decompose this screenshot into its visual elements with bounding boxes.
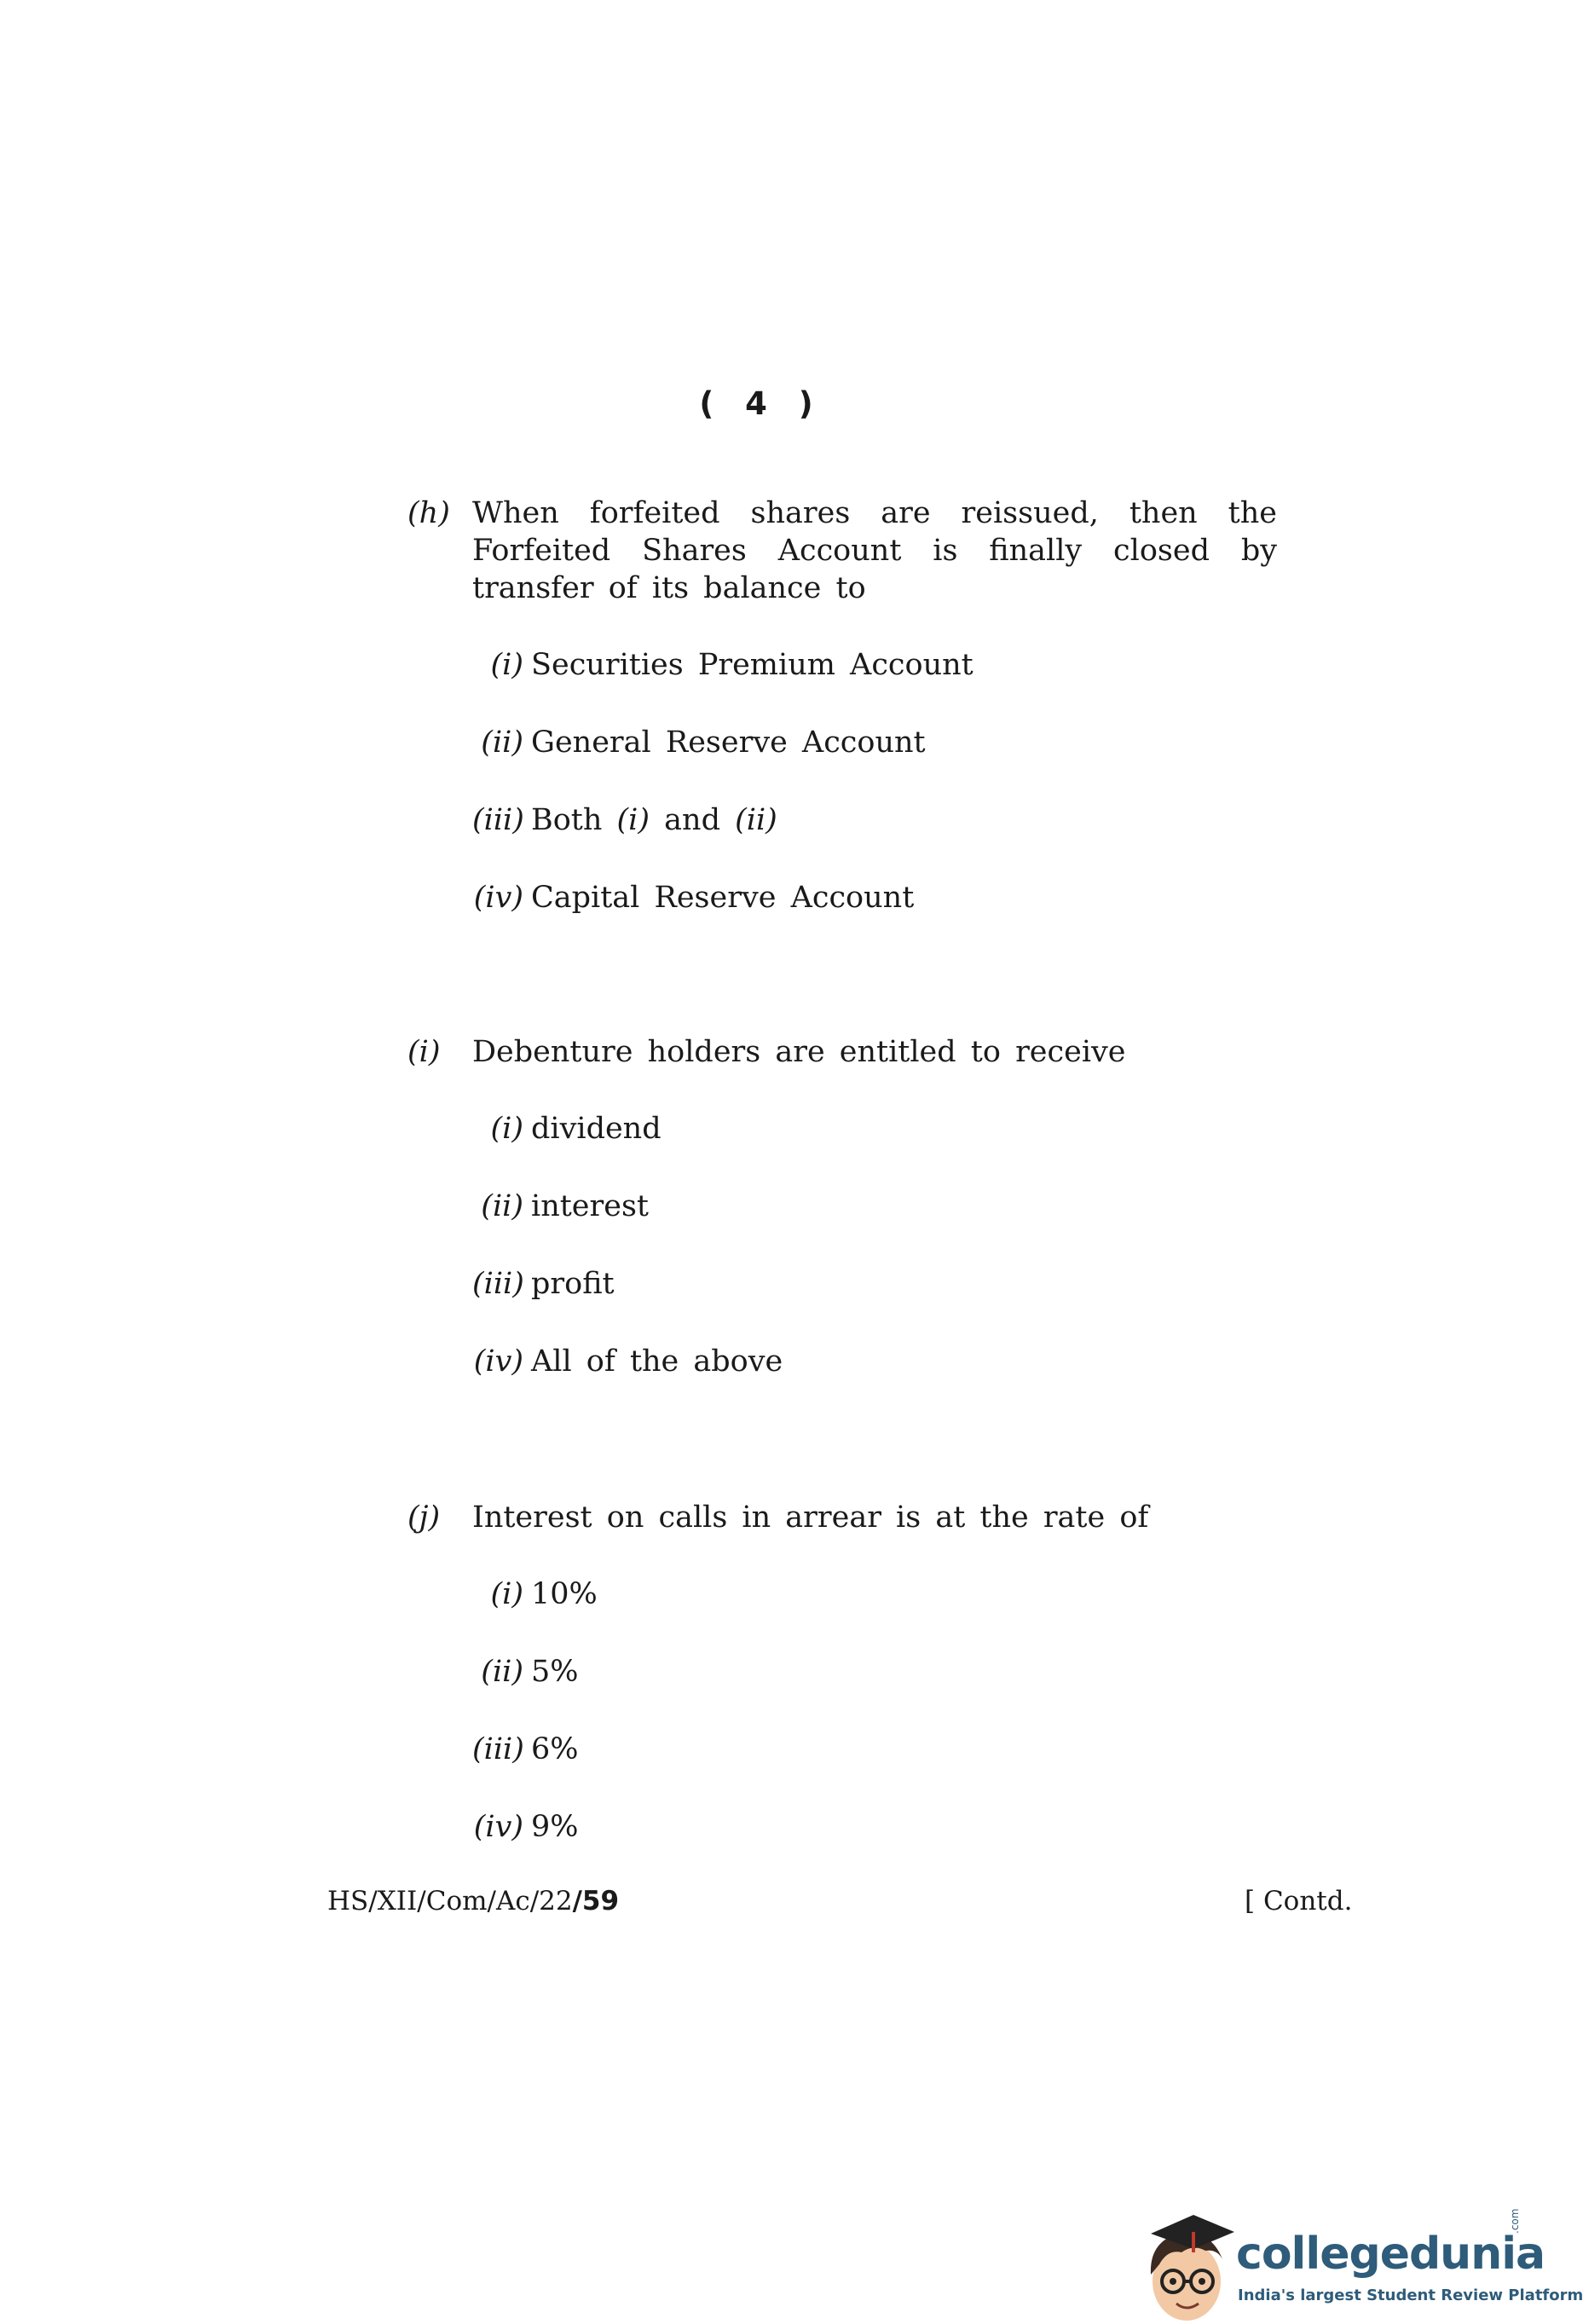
question-label: (j)	[407, 1500, 441, 1535]
option-item	[407, 724, 1277, 801]
option-number: (iv)	[473, 1344, 523, 1379]
paper-code-prefix: HS/XII/Com/Ac/22	[327, 1886, 573, 1916]
option-item	[407, 1731, 1277, 1808]
option-text: profit	[531, 1267, 615, 1301]
option-item	[407, 1110, 1277, 1188]
contd-marker: [ Contd.	[1245, 1886, 1353, 1916]
question-i	[407, 1033, 1277, 1420]
option-item	[407, 1653, 1277, 1731]
option-number: (iv)	[473, 881, 523, 915]
option-number: (ii)	[481, 726, 523, 760]
question-text: Interest on calls in arrear is at the rate of	[472, 1500, 1149, 1535]
option-item	[407, 646, 1277, 724]
paper-code-suffix: /59	[572, 1886, 620, 1916]
option-number: (iv)	[473, 1810, 523, 1844]
options-list	[407, 1110, 1277, 1420]
option-number: (i)	[490, 1112, 523, 1146]
option-number: (i)	[490, 1577, 523, 1611]
option-text-part: and	[650, 803, 736, 837]
option-text-part: Both	[531, 803, 617, 837]
option-item	[407, 1575, 1277, 1653]
option-text: dividend	[531, 1112, 662, 1146]
options-list	[407, 1575, 1277, 1886]
option-text: 6%	[531, 1732, 579, 1766]
mascot-icon	[1134, 2208, 1236, 2324]
option-number: (iii)	[472, 803, 524, 837]
option-item	[407, 1343, 1277, 1420]
option-item	[407, 1265, 1277, 1343]
options-list	[407, 646, 1277, 957]
option-text: 5%	[531, 1655, 579, 1689]
option-item	[407, 1188, 1277, 1265]
logo-tagline: India's largest Student Review Platform	[1238, 2286, 1583, 2304]
option-text: All of the above	[531, 1344, 783, 1379]
option-number: (ii)	[481, 1189, 523, 1223]
option-ref: (ii)	[735, 803, 777, 837]
question-j	[407, 1499, 1277, 1886]
question-label: (i)	[407, 1035, 441, 1069]
option-item	[407, 879, 1277, 957]
option-text: interest	[531, 1189, 649, 1223]
page-number: ( 4 )	[699, 385, 823, 422]
option-text: Securities Premium Account	[531, 648, 973, 682]
option-text: General Reserve Account	[531, 726, 926, 760]
option-item	[407, 801, 1277, 879]
logo-wordmark: collegedunia	[1236, 2229, 1545, 2280]
question-text: When forfeited shares are reissued, then the Forfeited Shares Account is finally closed by transfer of its balance to	[472, 496, 1277, 605]
question-text: Debenture holders are entitled to receive	[472, 1035, 1126, 1069]
option-number: (iii)	[472, 1732, 524, 1766]
paper-code	[327, 1886, 619, 1916]
option-text: 10%	[531, 1577, 598, 1611]
option-number: (ii)	[481, 1655, 523, 1689]
question-label: (h)	[407, 496, 450, 530]
question-h	[407, 494, 1277, 957]
option-number: (iii)	[472, 1267, 524, 1301]
option-item	[407, 1808, 1277, 1886]
collegedunia-logo	[1134, 2208, 1583, 2324]
option-text: Capital Reserve Account	[531, 881, 915, 915]
option-number: (i)	[490, 648, 523, 682]
logo-com: .com	[1509, 2208, 1521, 2234]
option-ref: (i)	[616, 803, 650, 837]
option-text: 9%	[531, 1810, 579, 1844]
option-text	[531, 801, 777, 839]
